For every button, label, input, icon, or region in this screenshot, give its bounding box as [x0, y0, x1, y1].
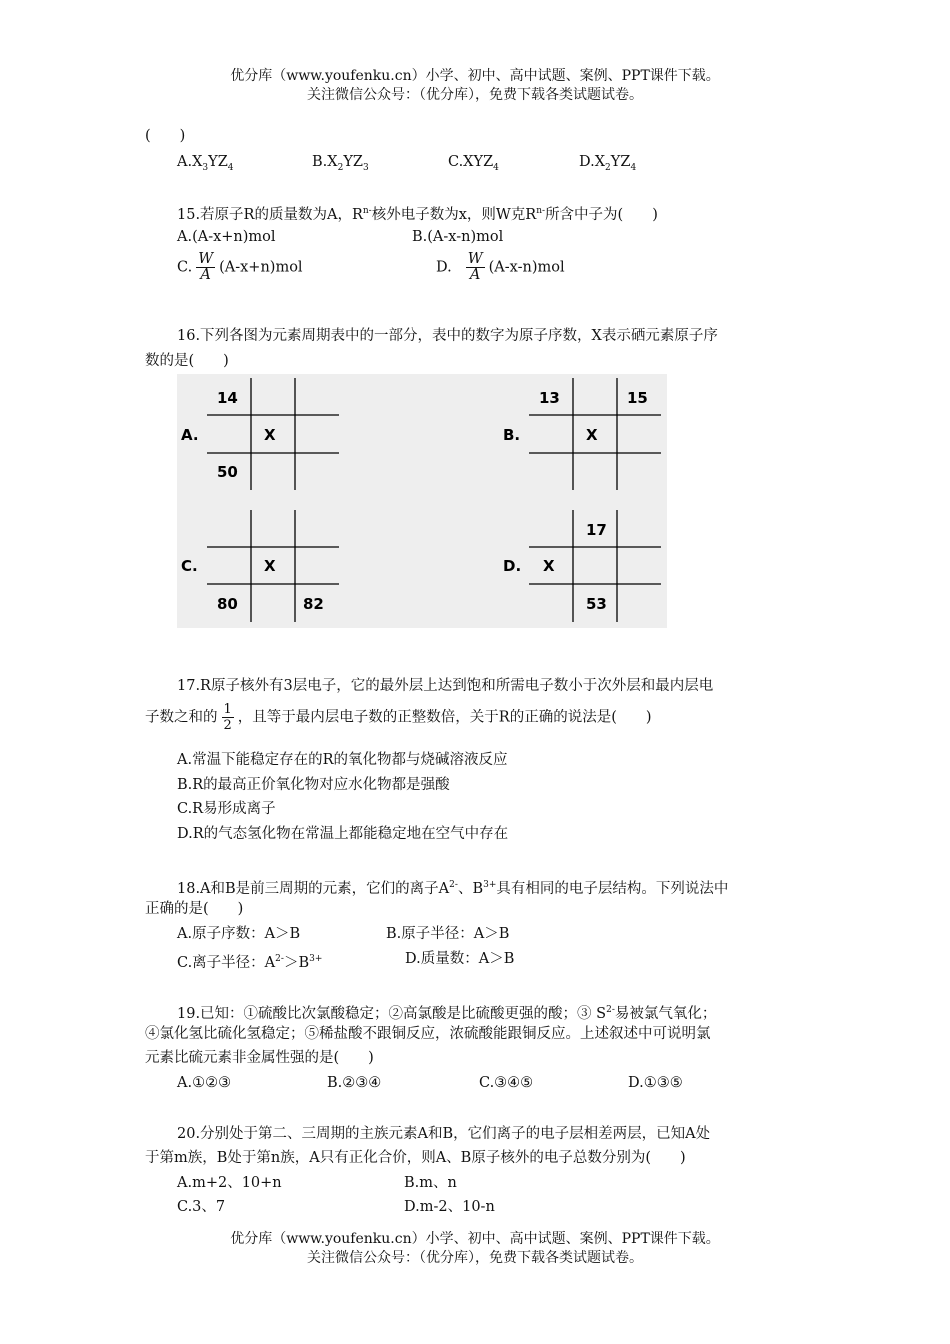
- q15-option-b: B.(A-x-n)mol: [412, 229, 504, 245]
- q14-option-d: $D.X_2YZ_4$: [579, 154, 637, 173]
- q17-option-b: B.R的最高正价氧化物对应水化物都是强酸: [177, 777, 450, 793]
- q20-option-a: A.m+2、10+n: [177, 1175, 282, 1191]
- q18-option-a: A.原子序数：A＞B: [177, 926, 301, 942]
- q15-stem: 15.若原子R的质量数为A，$R^{n-}$核外电子数为x，则W克$R^{n-}$所含中子为( ): [177, 206, 658, 223]
- figure-d-top-number: 17: [586, 521, 607, 539]
- q19-stem-line2: ④氯化氢比硫化氢稳定；⑤稀盐酸不跟铜反应，浓硫酸能跟铜反应。上述叙述中可说明氯: [145, 1026, 711, 1042]
- q20-option-b: B.m、n: [404, 1175, 457, 1191]
- q16-stem-line1: 16.下列各图为元素周期表中的一部分，表中的数字为原子序数，X表示硒元素原子序: [177, 328, 718, 344]
- q14-option-c: $C.XYZ_4$: [448, 154, 499, 173]
- figure-c-x: X: [264, 557, 276, 575]
- q19-stem-line1: 19.已知：①硫酸比次氯酸稳定；②高氯酸是比硫酸更强的酸；③ $S^{2-}$易被氯气氧化；: [177, 1005, 717, 1022]
- q20-stem-line2: 于第m族，B处于第n族，A只有正化合价，则A、B原子核外的电子总数分别为( ): [145, 1150, 686, 1166]
- q20-option-d: D.m-2、10-n: [404, 1199, 495, 1215]
- q18-option-b: B.原子半径：A＞B: [386, 926, 510, 942]
- figure-d-x: X: [543, 557, 555, 575]
- q18-option-d: D.质量数：A＞B: [405, 951, 515, 967]
- figure-a-top-number: 14: [217, 389, 238, 407]
- q15-d-fraction: $\frac{W}{A}$: [467, 251, 483, 283]
- q17-option-a: A.常温下能稳定存在的R的氧化物都与烧碱溶液反应: [177, 752, 508, 768]
- q17-option-d: D.R的气态氢化物在常温上都能稳定地在空气中存在: [177, 826, 509, 842]
- periodic-table-svg: [177, 374, 667, 628]
- periodic-table-figure: [177, 374, 667, 628]
- figure-a-label: A.: [181, 426, 199, 444]
- figure-b-x: X: [586, 426, 598, 444]
- figure-c-label: C.: [181, 557, 198, 575]
- figure-b-label: B.: [503, 426, 521, 444]
- q19-option-d: D.①③⑤: [628, 1075, 683, 1091]
- page-footer-line1: 优分库（www.youfenku.cn）小学、初中、高中试题、案例、PPT课件下载。: [230, 1231, 720, 1247]
- figure-b-top-left-number: 13: [539, 389, 560, 407]
- page-header-line2: 关注微信公众号：（优分库），免费下载各类试题试卷。: [307, 87, 643, 103]
- q20-option-c: C.3、7: [177, 1199, 226, 1215]
- q18-stem-line1: 18.A和B是前三周期的元素，它们的离子$A^{2-}$、$B^{3+}$具有相同的电子层结构。下列说法中: [177, 880, 729, 897]
- q17-option-c: C.R易形成离子: [177, 801, 276, 817]
- q20-stem-line1: 20.分别处于第二、三周期的主族元素A和B，它们离子的电子层相差两层，已知A处: [177, 1126, 711, 1142]
- page-header-line1: 优分库（www.youfenku.cn）小学、初中、高中试题、案例、PPT课件下载。: [230, 68, 720, 84]
- q16-stem-line2: 数的是( ): [145, 353, 229, 369]
- q15-option-d: D. $\frac{W}{A}$ (A-x-n)mol: [436, 251, 565, 283]
- q15-c-fraction: $\frac{W}{A}$: [198, 251, 214, 283]
- q14-option-a: $A.X_3YZ_4$: [177, 154, 234, 173]
- figure-b-top-right-number: 15: [627, 389, 648, 407]
- q17-stem-line1: 17.R原子核外有3层电子，它的最外层上达到饱和所需电子数小于次外层和最内层电: [177, 678, 714, 694]
- q19-stem-line3: 元素比硫元素非金属性强的是( ): [145, 1050, 374, 1066]
- figure-c-bottom-left-number: 80: [217, 595, 238, 613]
- page-footer-line2: 关注微信公众号：（优分库），免费下载各类试题试卷。: [307, 1250, 643, 1266]
- figure-d-label: D.: [503, 557, 522, 575]
- q18-stem-line2: 正确的是( ): [145, 901, 244, 917]
- figure-d-bottom-number: 53: [586, 595, 607, 613]
- figure-a-bottom-number: 50: [217, 463, 238, 481]
- q14-blank: ( ): [145, 128, 186, 144]
- q14-option-b: $B.X_2YZ_3$: [312, 154, 369, 173]
- figure-c-bottom-right-number: 82: [303, 595, 324, 613]
- q15-option-a: A.(A-x+n)mol: [177, 229, 276, 245]
- q17-fraction: $\frac{1}{2}$: [223, 702, 232, 733]
- q15-option-c: C. $\frac{W}{A}$ (A-x+n)mol: [177, 251, 303, 283]
- q19-option-b: B.②③④: [327, 1075, 382, 1091]
- q18-option-c: C.离子半径：$A^{2-}>B^{3+}$: [177, 954, 323, 971]
- q17-stem-line2: 子数之和的 $\frac{1}{2}$ ，且等于最内层电子数的正整数倍，关于R的正确的说法是( ): [145, 702, 652, 733]
- figure-a-x: X: [264, 426, 276, 444]
- q19-option-a: A.①②③: [177, 1075, 232, 1091]
- q19-option-c: C.③④⑤: [479, 1075, 534, 1091]
